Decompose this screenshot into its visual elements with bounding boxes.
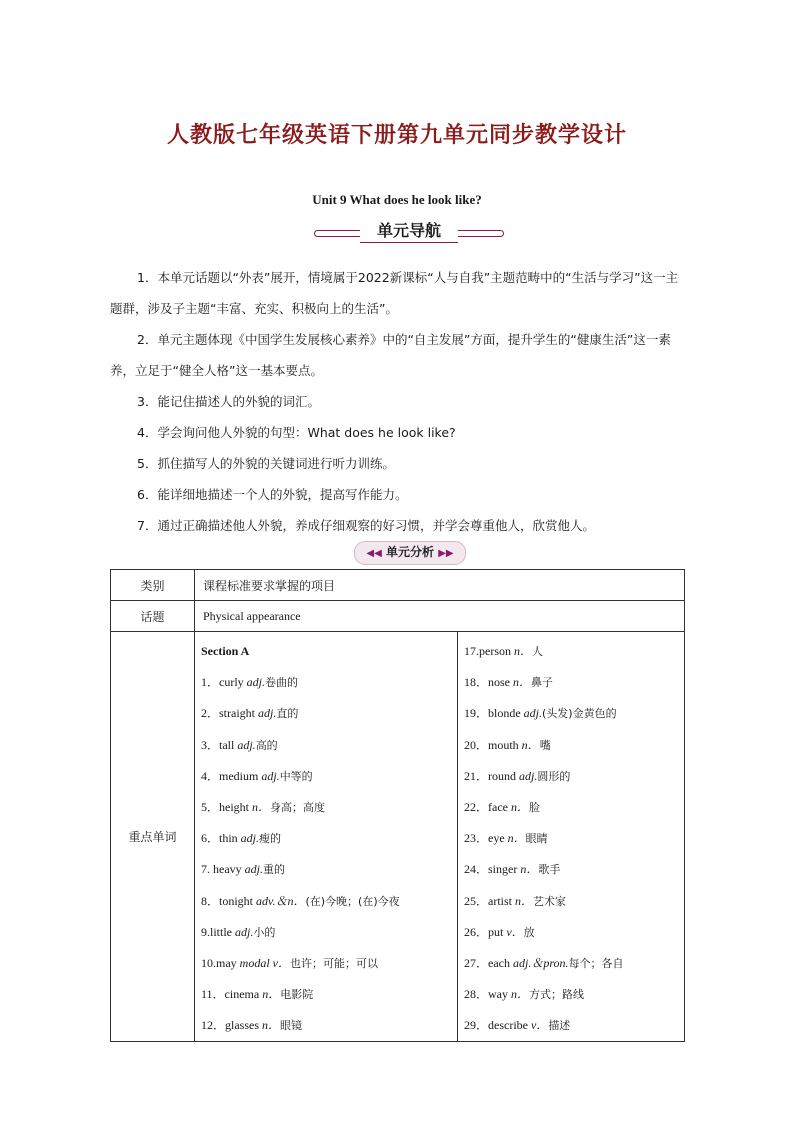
objective-paragraph: 3．能记住描述人的外貌的词汇。 bbox=[137, 394, 320, 409]
topic-label-cell: 话题 bbox=[111, 601, 195, 632]
vocab-word: 21．round bbox=[464, 768, 519, 783]
vocab-part-of-speech: adj. bbox=[519, 768, 538, 783]
vocab-word: 1．curly bbox=[201, 675, 247, 690]
vocab-meaning: 身高；高度 bbox=[270, 800, 326, 814]
vocab-meaning: 放 bbox=[523, 925, 535, 939]
vocab-word: 5．height bbox=[201, 799, 252, 814]
vocab-word: 29．describe bbox=[464, 1018, 531, 1033]
vocab-item bbox=[464, 1010, 684, 1041]
vocab-item bbox=[201, 792, 457, 823]
vocab-word: 10.may bbox=[201, 955, 240, 970]
vocab-word: 4．medium bbox=[201, 768, 262, 783]
vocab-meaning: 卷曲的 bbox=[265, 676, 299, 690]
vocab-part-of-speech: v． bbox=[530, 1018, 549, 1033]
vocab-item bbox=[201, 1010, 457, 1041]
vocab-meaning: 电影院 bbox=[280, 988, 314, 1002]
vocab-item bbox=[201, 823, 457, 854]
vocab-meaning: 小的 bbox=[253, 925, 276, 939]
vocab-item bbox=[201, 761, 457, 792]
vocab-part-of-speech: modal v． bbox=[239, 955, 290, 970]
section-badge-unit-analysis bbox=[354, 541, 466, 565]
vocab-meaning: (在)今晚；(在)今夜 bbox=[305, 894, 400, 908]
objective-paragraph: 1．本单元话题以“外表”展开，情境属于2022新课标“人与自我”主题范畴中的“生活与学习”这一主题群，涉及子主题“丰富、充实、积极向上的生活”。 bbox=[110, 270, 679, 316]
vocab-item bbox=[201, 698, 457, 729]
vocab-item bbox=[201, 854, 457, 885]
vocab-word: 3．tall bbox=[201, 737, 238, 752]
vocab-item bbox=[464, 979, 684, 1010]
vocab-item bbox=[464, 698, 684, 729]
table-row bbox=[111, 632, 685, 1042]
double-arrow-left-icon: ◀◀ bbox=[366, 548, 382, 559]
vocab-meaning: 圆形的 bbox=[537, 769, 571, 783]
vocab-part-of-speech: n． bbox=[515, 893, 534, 908]
unit-analysis-table bbox=[110, 569, 685, 1042]
objective-paragraph: 6．能详细地描述一个人的外貌，提高写作能力。 bbox=[137, 487, 408, 502]
vocab-word: 23．eye bbox=[464, 831, 508, 846]
vocab-word: 27．each bbox=[464, 955, 513, 970]
vocab-word: 17.person bbox=[464, 644, 514, 658]
double-arrow-right-icon: ▶▶ bbox=[438, 548, 454, 559]
vocab-word: 6．thin bbox=[201, 831, 241, 846]
vocab-item bbox=[201, 917, 457, 948]
vocab-part-of-speech: adj.＆pron. bbox=[512, 955, 569, 970]
vocab-word: 12．glasses bbox=[201, 1018, 262, 1033]
vocab-item bbox=[464, 948, 684, 979]
vocab-item bbox=[201, 979, 457, 1010]
objective-paragraph: 5．抓住描写人的外貌的关键词进行听力训练。 bbox=[137, 456, 395, 471]
vocab-meaning: 方式；路线 bbox=[529, 988, 585, 1002]
vocab-meaning: 脸 bbox=[529, 800, 540, 814]
vocab-word: 24．singer bbox=[464, 862, 521, 877]
vocab-word: 9.little bbox=[201, 924, 235, 939]
vocab-meaning: 歌手 bbox=[538, 863, 561, 877]
vocab-word: 19．blonde bbox=[464, 706, 524, 721]
vocab-word: 28．way bbox=[464, 987, 511, 1002]
vocab-item bbox=[201, 886, 457, 917]
document-title: 人教版七年级英语下册第九单元同步教学设计 bbox=[166, 123, 627, 148]
vocab-part-of-speech: v． bbox=[506, 924, 524, 939]
vocab-part-of-speech: adj. bbox=[237, 737, 256, 752]
vocab-item bbox=[464, 761, 684, 792]
vocab-meaning: 艺术家 bbox=[533, 894, 567, 908]
words-label-cell: 重点单词 bbox=[111, 632, 195, 1042]
vocab-item bbox=[464, 792, 684, 823]
vocab-part-of-speech: adv.＆n． bbox=[256, 893, 306, 908]
vocab-meaning: (头发)金黄色的 bbox=[542, 707, 617, 721]
vocab-part-of-speech: n． bbox=[507, 831, 526, 846]
section-banner-unit-navigation bbox=[314, 218, 504, 246]
vocab-word: 7. heavy bbox=[201, 862, 245, 877]
vocab-item bbox=[464, 823, 684, 854]
vocab-word: 11．cinema bbox=[201, 987, 263, 1002]
words-right-column bbox=[458, 632, 685, 1042]
vocab-meaning: 每个；各自 bbox=[568, 956, 624, 970]
unit-title: Unit 9 What does he look like? bbox=[312, 192, 482, 207]
vocab-part-of-speech: adj. bbox=[261, 768, 280, 783]
vocab-item bbox=[201, 667, 457, 698]
objective-paragraph: 2．单元主题体现《中国学生发展核心素养》中的“自主发展”方面，提升学生的“健康生活”这一素养，立足于“健全人格”这一基本要点。 bbox=[110, 332, 671, 378]
header-cell: 课程标准要求掌握的项目 bbox=[195, 570, 685, 601]
vocab-part-of-speech: n． bbox=[510, 799, 529, 814]
vocab-item bbox=[464, 886, 684, 917]
vocab-part-of-speech: adj. bbox=[240, 831, 260, 846]
vocab-part-of-speech: n． bbox=[252, 799, 271, 814]
objective-paragraph: 7．通过正确描述他人外貌，养成仔细观察的好习惯，并学会尊重他人，欣赏他人。 bbox=[137, 518, 595, 533]
vocab-word: 8．tonight bbox=[201, 893, 257, 908]
table-row bbox=[111, 601, 685, 632]
vocab-word: Section A bbox=[201, 644, 250, 658]
vocab-item bbox=[464, 917, 684, 948]
vocab-meaning: 人 bbox=[532, 645, 544, 658]
vocab-item bbox=[464, 636, 684, 667]
vocab-meaning: 眼镜 bbox=[280, 1019, 303, 1033]
vocab-meaning: 直的 bbox=[276, 707, 299, 721]
vocab-meaning: 瘦的 bbox=[259, 832, 282, 846]
vocab-word: 26．put bbox=[464, 924, 507, 939]
vocab-meaning: 高的 bbox=[255, 738, 278, 752]
banner-underline bbox=[360, 242, 458, 243]
vocab-item bbox=[201, 730, 457, 761]
vocab-part-of-speech: n． bbox=[521, 737, 540, 752]
vocab-meaning: 中等的 bbox=[279, 769, 313, 783]
vocab-part-of-speech: n． bbox=[262, 1018, 281, 1033]
vocab-word: 25．artist bbox=[464, 893, 515, 908]
vocab-meaning: 嘴 bbox=[539, 738, 551, 752]
vocab-word: 18．nose bbox=[464, 675, 513, 690]
vocab-word: 2．straight bbox=[201, 706, 258, 721]
vocab-part-of-speech: n． bbox=[511, 987, 530, 1002]
header-cell: 类别 bbox=[111, 570, 195, 601]
topic-value-cell: Physical appearance bbox=[195, 601, 685, 632]
words-left-column bbox=[195, 632, 458, 1042]
objective-paragraph: 4．学会询问他人外貌的句型：What does he look like? bbox=[137, 425, 456, 440]
vocab-part-of-speech: adj. bbox=[246, 675, 266, 690]
vocab-item bbox=[201, 948, 457, 979]
section-heading: 单元导航 bbox=[376, 221, 441, 240]
vocab-meaning: 重的 bbox=[263, 863, 285, 877]
table-row bbox=[111, 570, 685, 601]
vocab-item bbox=[464, 667, 684, 698]
vocab-meaning: 也许；可能；可以 bbox=[290, 956, 378, 970]
vocab-part-of-speech: n． bbox=[513, 675, 532, 690]
vocab-part-of-speech: n． bbox=[520, 862, 539, 877]
vocab-part-of-speech: n． bbox=[514, 644, 533, 658]
vocab-part-of-speech: adj. bbox=[523, 706, 543, 721]
vocab-word: 20．mouth bbox=[464, 737, 522, 752]
vocab-item bbox=[464, 730, 684, 761]
section-heading: 单元分析 bbox=[385, 545, 434, 559]
vocab-meaning: 描述 bbox=[548, 1019, 571, 1033]
vocab-part-of-speech: adj. bbox=[235, 924, 254, 939]
vocab-meaning: 眼睛 bbox=[525, 832, 548, 846]
vocab-part-of-speech: adj. bbox=[244, 862, 263, 877]
vocab-meaning: 鼻子 bbox=[531, 676, 554, 690]
vocab-part-of-speech: adj. bbox=[258, 706, 277, 721]
vocab-part-of-speech: n． bbox=[262, 987, 281, 1002]
vocab-item bbox=[201, 636, 457, 667]
objectives-list bbox=[110, 262, 685, 541]
vocab-item bbox=[464, 854, 684, 885]
banner-right-ornament bbox=[458, 230, 504, 237]
vocab-word: 22．face bbox=[464, 799, 511, 814]
